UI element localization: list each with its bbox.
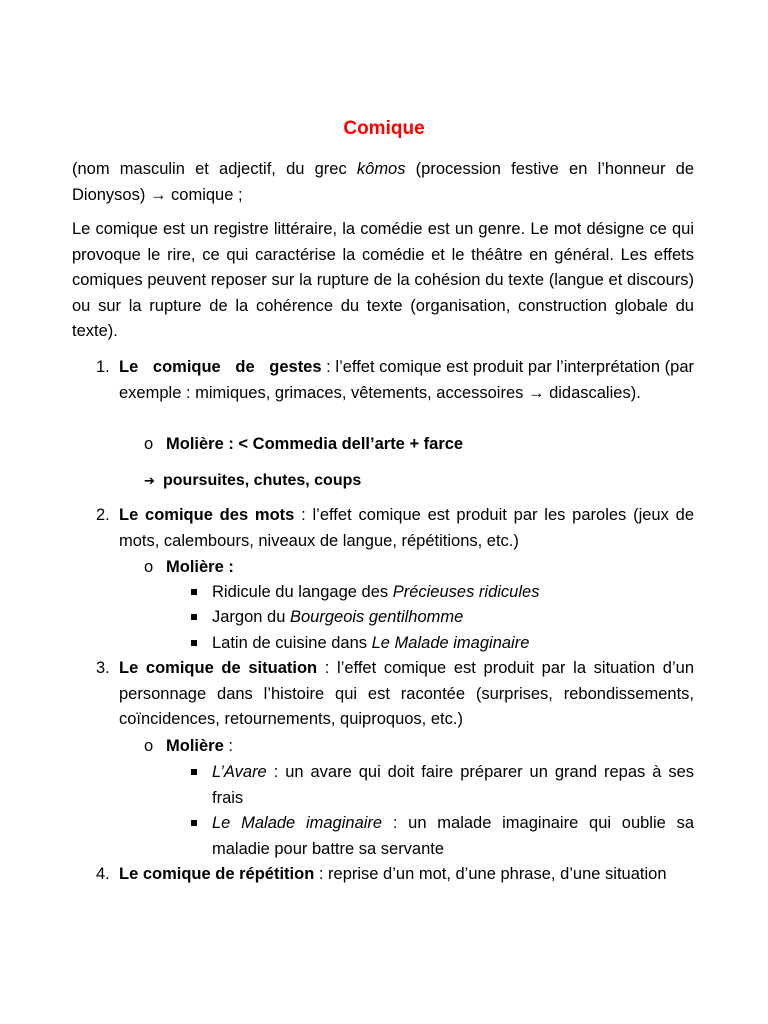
item-number: 4. <box>96 865 110 883</box>
bullet-title: Précieuses ridicules <box>392 583 540 601</box>
moliere-subitem-1 <box>144 432 463 458</box>
item-term: Le comique des mots <box>119 506 295 524</box>
arrow-subitem-1 <box>144 468 361 493</box>
intro-suffix: (procession festive en l’honneur de Dionysos) → comique ; <box>72 160 694 204</box>
item-description: : l’effet comique est produit par la situation d’un personnage dans l’histoire qui est racontée (surprises, rebondissements, coïncidences, retournements, quiproquos, etc.) <box>119 659 694 728</box>
moliere-label: Molière : < Commedia dell’arte + farce <box>166 435 464 453</box>
item-number: 1. <box>96 358 110 376</box>
bullet-title: Bourgeois gentilhomme <box>289 608 464 626</box>
bullet-text: : un malade imaginaire qui oublie sa maladie pour battre sa servante <box>212 814 694 858</box>
moliere-subitem-2 <box>144 555 234 581</box>
intro-paragraph <box>72 157 694 208</box>
item-term: Le comique de situation <box>119 659 318 677</box>
bullet-text: Ridicule du langage des <box>212 583 393 601</box>
square-bullet-icon <box>191 589 197 595</box>
square-bullet-item <box>191 605 694 631</box>
square-bullet-item <box>191 760 694 811</box>
bullet-title: L’Avare <box>212 763 267 781</box>
page-title: Comique <box>343 118 425 139</box>
item-term: Le comique de gestes <box>119 358 322 376</box>
bullet-title: Le Malade imaginaire <box>371 634 530 652</box>
bullet-text: Jargon du <box>212 608 290 626</box>
item-description: : reprise d’un mot, d’une phrase, d’une situation <box>314 865 667 883</box>
item-term: Le comique de répétition <box>119 865 315 883</box>
bullet-text: : un avare qui doit faire préparer un grand repas à ses frais <box>212 763 694 807</box>
list-item-3 <box>96 656 694 733</box>
moliere-subitem-3 <box>144 734 233 760</box>
item-description: : l’effet comique est produit par les paroles (jeux de mots, calembours, niveaux de langue, répétitions, etc.) <box>119 506 694 550</box>
item-number: 2. <box>96 506 110 524</box>
definition-paragraph: Le comique est un registre littéraire, la comédie est un genre. Le mot désigne ce qui provoque le rire, ce qui caractérise la comédie et le théâtre en général. Les effets comiques peuvent reposer sur la rupture de la cohésion du texte (langue et discours) ou sur la rupture de la cohérence du texte (organisation, construction globale du texte). <box>72 220 694 340</box>
list-item-2 <box>96 503 694 554</box>
square-bullet-item <box>191 580 694 606</box>
circle-bullet-icon: o <box>144 558 154 576</box>
square-bullet-icon <box>191 820 197 826</box>
square-bullet-icon <box>191 769 197 775</box>
square-bullet-item <box>191 631 694 657</box>
moliere-label: Molière : <box>166 558 234 576</box>
bullet-text: Latin de cuisine dans <box>212 634 372 652</box>
intro-prefix: (nom masculin et adjectif, du grec <box>72 160 357 178</box>
item-description: : l’effet comique est produit par l’interprétation (par exemple : mimiques, grimaces, vêtements, accessoires → didascalies). <box>119 358 695 402</box>
square-bullet-icon <box>191 640 197 646</box>
moliere-label: Molière <box>166 737 224 755</box>
list-item-1 <box>96 355 694 406</box>
arrow-right-icon: ➔ <box>144 473 155 488</box>
intro-greek-word: kômos <box>356 160 406 178</box>
arrow-text: poursuites, chutes, coups <box>163 472 362 489</box>
bullet-title: Le Malade imaginaire <box>212 814 383 832</box>
moliere-suffix: : <box>223 737 233 755</box>
square-bullet-icon <box>191 614 197 620</box>
circle-bullet-icon: o <box>144 737 154 755</box>
item-number: 3. <box>96 659 110 677</box>
square-bullet-item <box>191 811 694 862</box>
list-item-4 <box>96 862 694 888</box>
circle-bullet-icon: o <box>144 435 154 453</box>
